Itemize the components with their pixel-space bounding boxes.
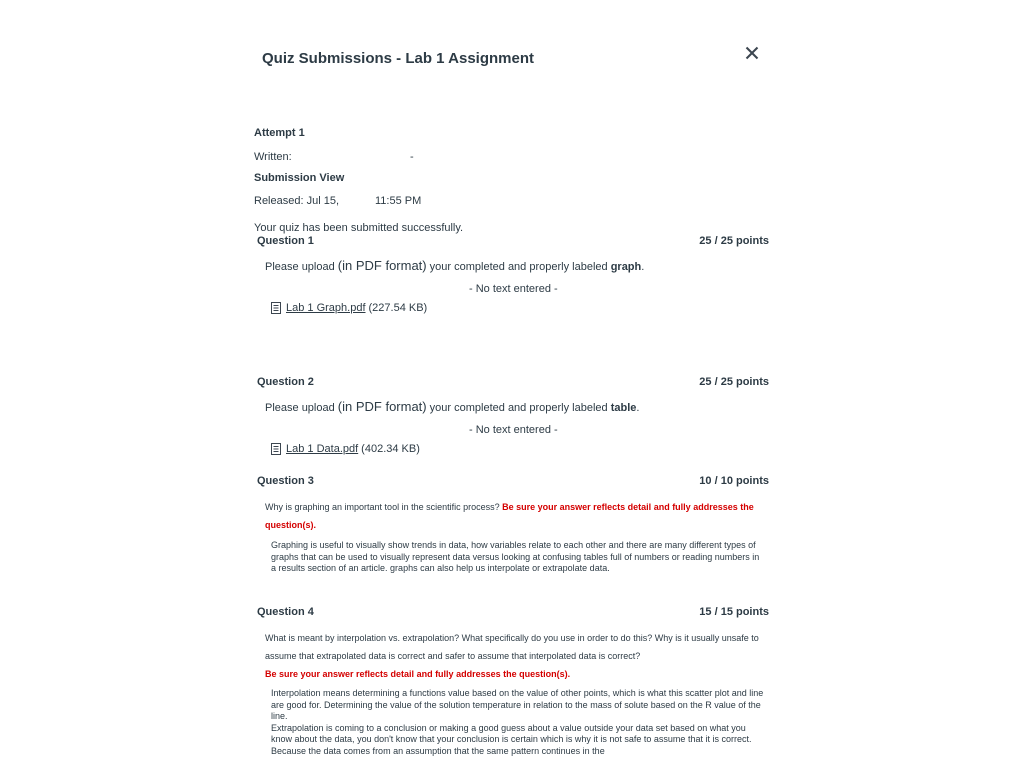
file-icon	[271, 443, 281, 455]
question-title: Question 2	[257, 376, 314, 388]
question-points: 10 / 10 points	[699, 475, 769, 487]
question-points: 25 / 25 points	[699, 235, 769, 247]
no-text-entered: - No text entered -	[469, 424, 558, 436]
question-title: Question 1	[257, 235, 314, 247]
file-size: (227.54 KB)	[368, 302, 428, 314]
close-icon	[745, 46, 759, 60]
file-icon	[271, 302, 281, 314]
answer-paragraph: Extrapolation is coming to a conclusion or making a good guess about a value outside your data set based on what you know about the data, you don't know that your conclusion is certain which is why it is not safe to assume that it is correct. Because the data comes from an assumption that the same pattern continues in the	[271, 722, 752, 756]
question-prompt: Please upload (in PDF format) your completed and properly labeled graph.	[265, 258, 645, 273]
attempt-label: Attempt 1	[254, 127, 305, 139]
question-points: 25 / 25 points	[699, 376, 769, 388]
question-title: Question 3	[257, 475, 314, 487]
submission-status: Your quiz has been submitted successfully.	[254, 222, 464, 234]
question-answer: Graphing is useful to visually show trends in data, how variables relate to each other and there are many different types of graphs that can be used to visually represent data versus looking at confusing tables full of numbers or reading numbers in a results section of an article. graphs can also help us interpolate or extrapolate data.	[271, 540, 760, 573]
written-value: -	[410, 151, 414, 163]
question-prompt: What is meant by interpolation vs. extrapolation? What specifically do you use in order to do this? Why is it usually unsafe to assume that extrapolated data is correct and safer to assume that interpolated data is correct?	[265, 633, 759, 661]
dialog-title: Quiz Submissions - Lab 1 Assignment	[262, 50, 534, 67]
question-points: 15 / 15 points	[699, 606, 769, 618]
written-label: Written:	[254, 151, 292, 163]
file-attachment	[271, 443, 420, 455]
file-size: (402.34 KB)	[361, 443, 420, 455]
question-title: Question 4	[257, 606, 314, 618]
submission-view-link[interactable]: Submission View	[254, 172, 345, 184]
released-date: Released: Jul 15,	[254, 195, 339, 207]
released-time: 11:55 PM	[375, 195, 422, 207]
file-attachment	[271, 302, 427, 314]
answer-paragraph: Interpolation means determining a functions value based on the value of other points, which is what this scatter plot and line are good for. Determining the value of the solution temperature in relation to the mass of solute based on the R value of the line.	[271, 688, 764, 721]
file-link[interactable]: Lab 1 Graph.pdf	[286, 302, 366, 314]
question-prompt: Why is graphing an important tool in the scientific process? Be sure your answer reflects detail and fully addresses the question(s).	[265, 502, 754, 530]
close-button[interactable]	[741, 42, 763, 64]
question-prompt: Please upload (in PDF format) your completed and properly labeled table.	[265, 399, 640, 414]
no-text-entered: - No text entered -	[469, 283, 558, 295]
file-link[interactable]: Lab 1 Data.pdf	[286, 443, 359, 455]
question-answer	[271, 688, 766, 757]
question-warning: Be sure your answer reflects detail and fully addresses the question(s).	[265, 669, 571, 679]
